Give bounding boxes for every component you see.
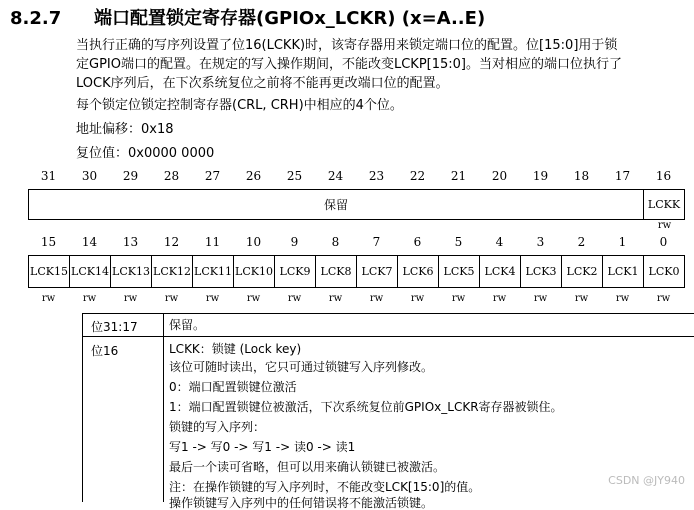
access-type: rw <box>656 293 671 304</box>
reset-value: 复位值：0x0000 0000 <box>76 146 215 161</box>
desc-line: 写1 -> 写0 -> 写1 -> 读0 -> 读1 <box>169 440 356 454</box>
access-type: rw <box>123 293 138 304</box>
bit-number: 10 <box>245 235 262 249</box>
lock-bit-field: LCK1 <box>602 255 644 288</box>
bit-number: 24 <box>327 169 344 183</box>
lock-note: 每个锁定位锁定控制寄存器(CRL, CRH)中相应的4个位。 <box>76 98 403 113</box>
desc-line: LCKK：锁键 (Lock key) <box>169 342 302 356</box>
access-type: rw <box>41 293 56 304</box>
desc-line: 0：端口配置锁键位激活 <box>169 380 297 394</box>
bit-number: 8 <box>331 235 340 249</box>
access-type: rw <box>533 293 548 304</box>
bit-number: 12 <box>163 235 180 249</box>
bit-number: 31 <box>40 169 57 183</box>
access-type: rw <box>451 293 466 304</box>
lckk-field: LCKK <box>643 189 685 220</box>
bit-number: 3 <box>536 235 545 249</box>
intro-line-2: 定GPIO端口的配置。在规定的写入操作期间，不能改变LCKP[15:0]。当对相应的端口位执行了 <box>76 57 623 72</box>
row-bits: 位31:17 <box>91 320 138 334</box>
bit-number: 9 <box>290 235 299 249</box>
table-row <box>83 314 694 337</box>
bit-number: 26 <box>245 169 262 183</box>
section-heading <box>10 4 485 30</box>
lock-bit-field: LCK10 <box>233 255 275 288</box>
bit-number: 25 <box>286 169 303 183</box>
lock-bit-field: LCK0 <box>643 255 685 288</box>
lock-bit-field: LCK13 <box>110 255 152 288</box>
watermark: CSDN @JY940 <box>608 474 685 487</box>
section-number: 8.2.7 <box>10 8 62 29</box>
bit-number: 4 <box>495 235 504 249</box>
lock-bit-field: LCK8 <box>315 255 357 288</box>
reserved-field: 保留 <box>28 189 644 220</box>
access-type: rw <box>205 293 220 304</box>
bit-number: 23 <box>368 169 385 183</box>
bit-description-table <box>82 313 694 510</box>
lock-bit-field: LCK15 <box>28 255 70 288</box>
bit-number: 2 <box>577 235 586 249</box>
lock-bit-field: LCK7 <box>356 255 398 288</box>
access-type: rw <box>369 293 384 304</box>
access-type: rw <box>615 293 630 304</box>
access-type: rw <box>328 293 343 304</box>
access-type: rw <box>246 293 261 304</box>
table-row <box>83 336 694 510</box>
intro-line-1: 当执行正确的写序列设置了位16(LCKK)时，该寄存器用来锁定端口位的配置。位[15:0]用于锁 <box>76 38 618 53</box>
bit-number: 29 <box>122 169 139 183</box>
lock-bit-field: LCK2 <box>561 255 603 288</box>
bit-number: 19 <box>532 169 549 183</box>
lock-bit-field: LCK4 <box>479 255 521 288</box>
lock-bit-field: LCK5 <box>438 255 480 288</box>
bit-number: 30 <box>81 169 98 183</box>
bit-number: 22 <box>409 169 426 183</box>
lock-bit-field: LCK11 <box>192 255 234 288</box>
bit-number: 15 <box>40 235 57 249</box>
desc-line: 1：端口配置锁键位被激活，下次系统复位前GPIOx_LCKR寄存器被锁住。 <box>169 400 563 414</box>
bit-number: 20 <box>491 169 508 183</box>
bit-number: 11 <box>204 235 221 249</box>
section-title: 端口配置锁定寄存器(GPIOx_LCKR) (x=A..E) <box>94 8 486 29</box>
bit-number: 18 <box>573 169 590 183</box>
lock-bit-field: LCK3 <box>520 255 562 288</box>
bit-number: 0 <box>659 235 668 249</box>
lock-bit-field: LCK6 <box>397 255 439 288</box>
access-type: rw <box>287 293 302 304</box>
access-type: rw <box>492 293 507 304</box>
desc-line: 锁键的写入序列： <box>169 420 266 434</box>
access-type: rw <box>410 293 425 304</box>
bit-number: 17 <box>614 169 631 183</box>
bit-number: 27 <box>204 169 221 183</box>
bit-number: 28 <box>163 169 180 183</box>
intro-line-3: LOCK序列后，在下次系统复位之前将不能再更改端口位的配置。 <box>76 76 449 91</box>
access-type: rw <box>574 293 589 304</box>
lock-bit-field: LCK12 <box>151 255 193 288</box>
address-offset: 地址偏移：0x18 <box>76 122 174 137</box>
bit-number: 13 <box>122 235 139 249</box>
bit-number: 16 <box>655 169 672 183</box>
lock-bit-field: LCK14 <box>69 255 111 288</box>
lckk-access: rw <box>657 220 672 231</box>
bit-number: 1 <box>618 235 627 249</box>
bit-number: 21 <box>450 169 467 183</box>
bit-number: 6 <box>413 235 422 249</box>
row-bits: 位16 <box>91 344 119 358</box>
desc-line: 最后一个读可省略，但可以用来确认锁键已被激活。 <box>169 460 446 474</box>
access-type: rw <box>82 293 97 304</box>
desc-line: 该位可随时读出，它只可通过锁键写入序列修改。 <box>169 360 434 374</box>
desc-line: 注：在操作锁键的写入序列时，不能改变LCK[15:0]的值。 <box>169 480 481 494</box>
lock-bit-field: LCK9 <box>274 255 316 288</box>
desc-line: 操作锁键写入序列中的任何错误将不能激活锁键。 <box>169 496 434 510</box>
bit-number: 5 <box>454 235 463 249</box>
access-type: rw <box>164 293 179 304</box>
row-text: 保留。 <box>169 318 206 332</box>
bit-number: 7 <box>372 235 381 249</box>
bit-number: 14 <box>81 235 98 249</box>
